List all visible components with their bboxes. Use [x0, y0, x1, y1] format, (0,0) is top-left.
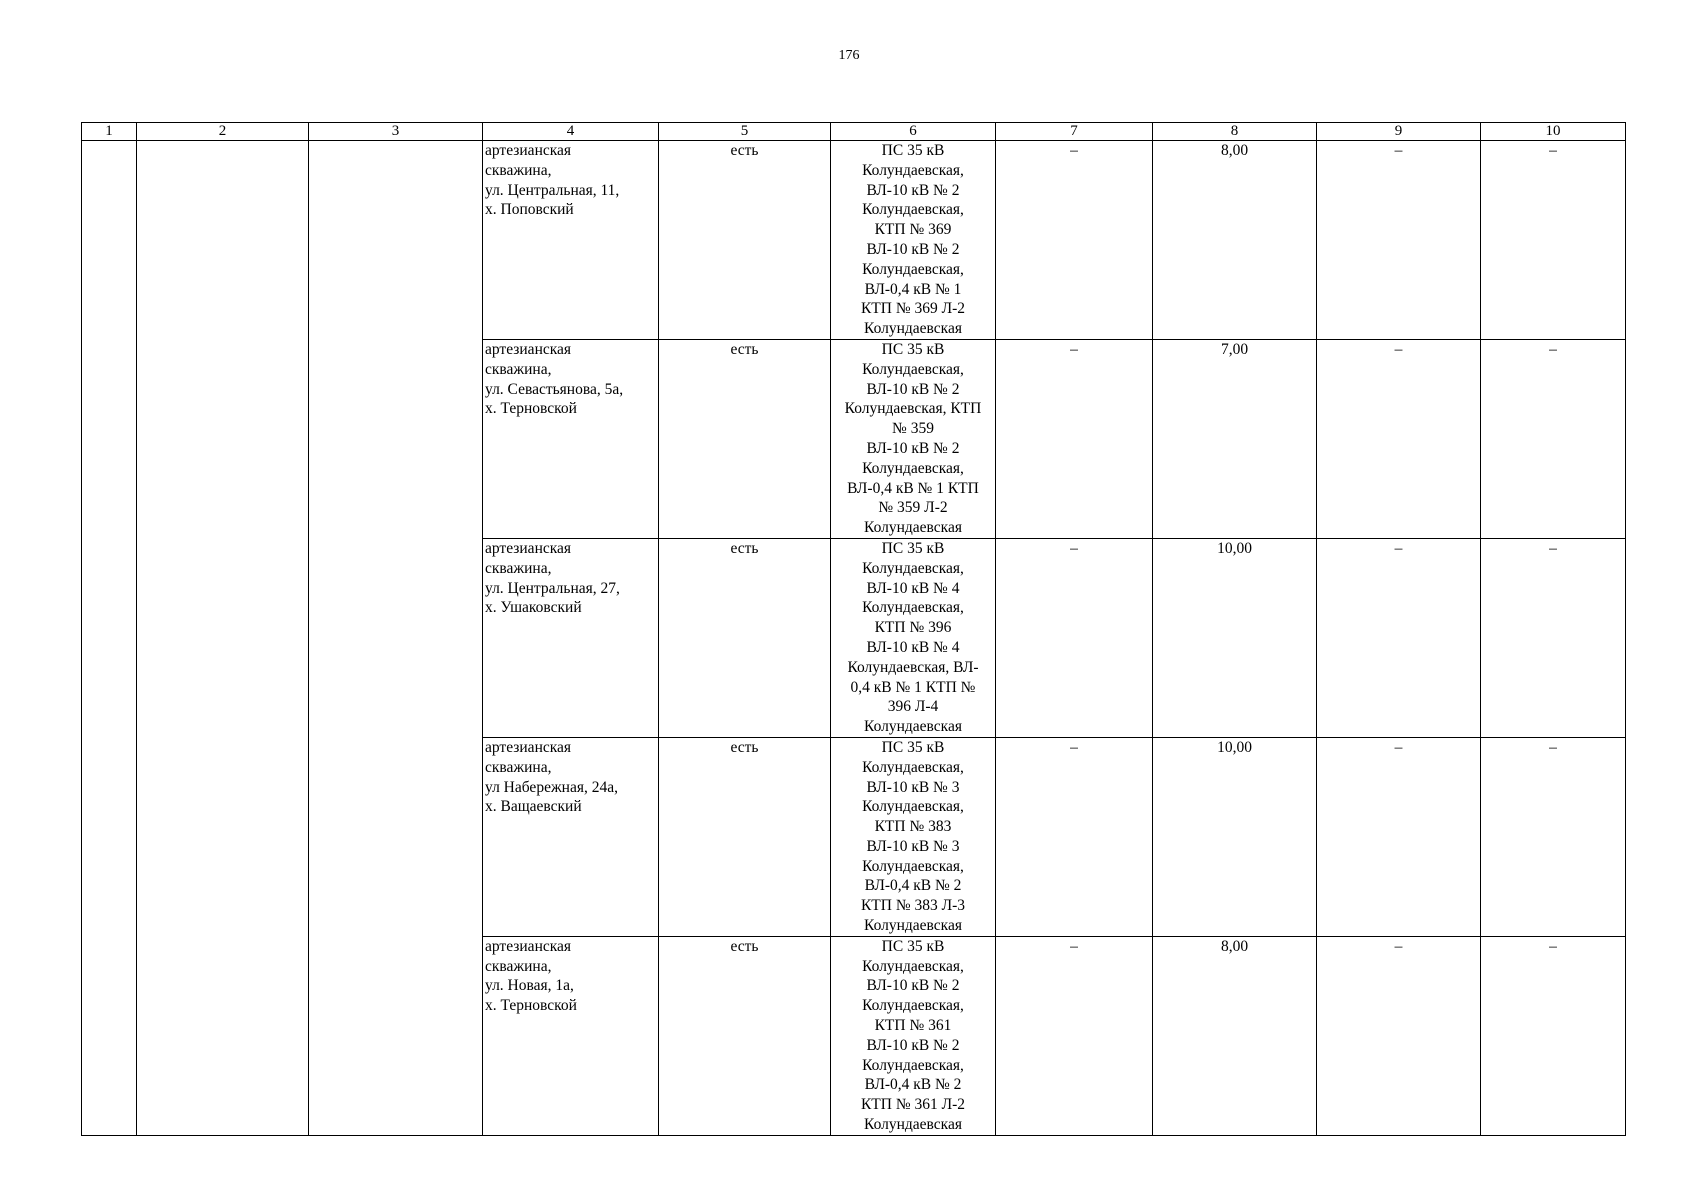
cell-availability: есть	[659, 339, 831, 538]
page-number: 176	[838, 48, 860, 63]
header-col-9: 9	[1317, 123, 1481, 141]
cell-col-8: 10,00	[1153, 538, 1317, 737]
cell-power-source: ПС 35 кВ Колундаевская, ВЛ-10 кВ № 4 Колундаевская, КТП № 396 ВЛ-10 кВ № 4 Колундаевская, ВЛ- 0,4 кВ № 1 КТП № 396 Л-4 Колундаевская	[831, 538, 996, 737]
cell-col-9: –	[1317, 339, 1481, 538]
header-col-10: 10	[1481, 123, 1626, 141]
cell-availability: есть	[659, 141, 831, 340]
cell-col-7: –	[996, 538, 1153, 737]
header-col-7: 7	[996, 123, 1153, 141]
cell-object: артезианская скважина, ул Набережная, 24а, х. Ващаевский	[483, 737, 659, 936]
cell-object: артезианская скважина, ул. Центральная, 27, х. Ушаковский	[483, 538, 659, 737]
table-body	[82, 141, 1626, 1136]
cell-object: артезианская скважина, ул. Севастьянова, 5а, х. Терновской	[483, 339, 659, 538]
header-col-3: 3	[309, 123, 483, 141]
header-col-5: 5	[659, 123, 831, 141]
cell-power-source: ПС 35 кВ Колундаевская, ВЛ-10 кВ № 3 Колундаевская, КТП № 383 ВЛ-10 кВ № 3 Колундаевская, ВЛ-0,4 кВ № 2 КТП № 383 Л-3 Колундаевская	[831, 737, 996, 936]
cell-col-9: –	[1317, 737, 1481, 936]
cell-col-8: 8,00	[1153, 936, 1317, 1135]
data-table	[81, 122, 1626, 1136]
cell-col-8: 7,00	[1153, 339, 1317, 538]
cell-col-10: –	[1481, 538, 1626, 737]
cell-col-9: –	[1317, 141, 1481, 340]
cell-col-9: –	[1317, 538, 1481, 737]
cell-power-source: ПС 35 кВ Колундаевская, ВЛ-10 кВ № 2 Колундаевская, КТП № 361 ВЛ-10 кВ № 2 Колундаевская, ВЛ-0,4 кВ № 2 КТП № 361 Л-2 Колундаевская	[831, 936, 996, 1135]
cell-col-10: –	[1481, 141, 1626, 340]
cell-availability: есть	[659, 936, 831, 1135]
cell-col-10: –	[1481, 339, 1626, 538]
header-col-4: 4	[483, 123, 659, 141]
cell-col-1	[82, 141, 137, 1136]
cell-col-8: 10,00	[1153, 737, 1317, 936]
cell-availability: есть	[659, 538, 831, 737]
cell-availability: есть	[659, 737, 831, 936]
cell-col-8: 8,00	[1153, 141, 1317, 340]
cell-object: артезианская скважина, ул. Новая, 1а, х. Терновской	[483, 936, 659, 1135]
cell-object: артезианская скважина, ул. Центральная, 11, х. Поповский	[483, 141, 659, 340]
cell-col-10: –	[1481, 737, 1626, 936]
cell-col-7: –	[996, 737, 1153, 936]
header-row	[82, 123, 1626, 141]
cell-col-7: –	[996, 936, 1153, 1135]
header-col-2: 2	[137, 123, 309, 141]
header-col-6: 6	[831, 123, 996, 141]
cell-power-source: ПС 35 кВ Колундаевская, ВЛ-10 кВ № 2 Колундаевская, КТП № 359 ВЛ-10 кВ № 2 Колундаевская, ВЛ-0,4 кВ № 1 КТП № 359 Л-2 Колундаевская	[831, 339, 996, 538]
cell-col-3	[309, 141, 483, 1136]
cell-col-7: –	[996, 339, 1153, 538]
cell-power-source: ПС 35 кВ Колундаевская, ВЛ-10 кВ № 2 Колундаевская, КТП № 369 ВЛ-10 кВ № 2 Колундаевская, ВЛ-0,4 кВ № 1 КТП № 369 Л-2 Колундаевская	[831, 141, 996, 340]
cell-col-7: –	[996, 141, 1153, 340]
table-row	[82, 141, 1626, 340]
header-col-8: 8	[1153, 123, 1317, 141]
cell-col-10: –	[1481, 936, 1626, 1135]
cell-col-9: –	[1317, 936, 1481, 1135]
cell-col-2	[137, 141, 309, 1136]
header-col-1: 1	[82, 123, 137, 141]
